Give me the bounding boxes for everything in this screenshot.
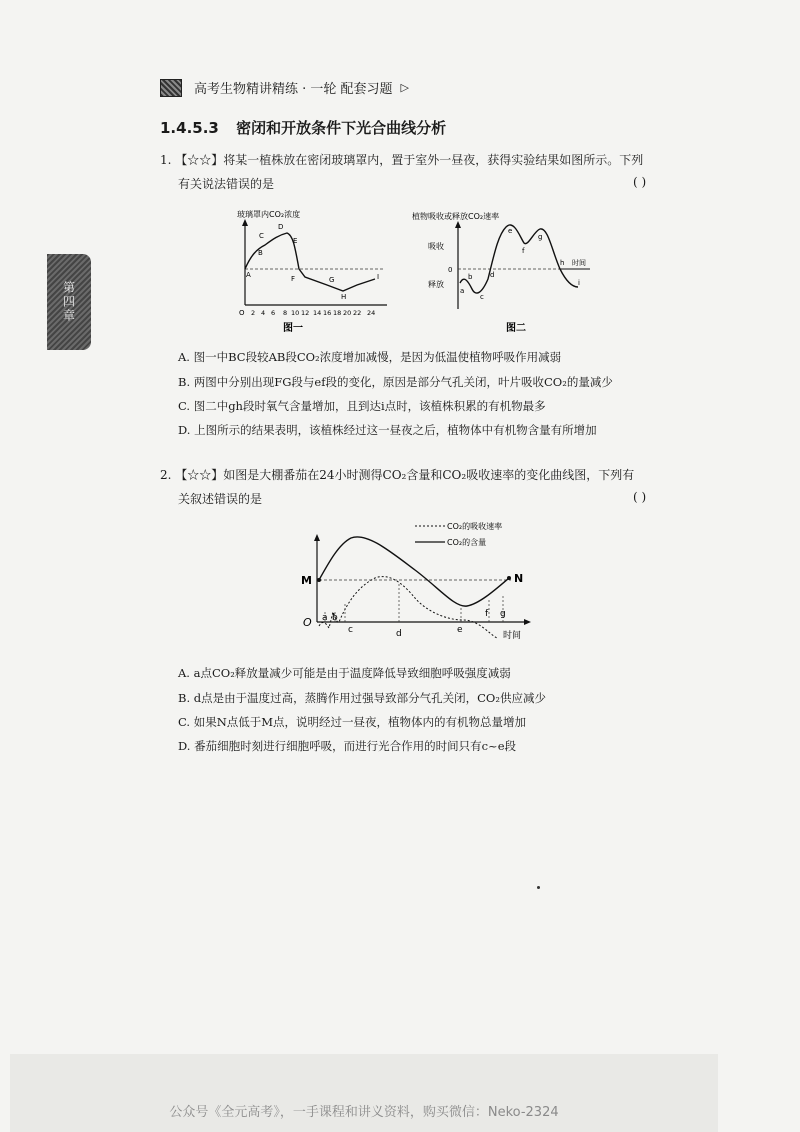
fig1-tick: 22: [353, 309, 362, 317]
fig1-point-a: A: [246, 271, 251, 279]
q2-x-arrow-icon: [524, 619, 531, 625]
fig2-point-a: a: [460, 287, 465, 295]
q2-stem-line2: 关叙述错误的是: [178, 492, 263, 506]
fig2-y-arrow-icon: [455, 221, 461, 228]
fig1-tick: 14: [313, 309, 322, 317]
fig1-origin: O: [239, 309, 245, 317]
fig1-point-g: G: [329, 276, 335, 284]
fig1-tick: 16: [323, 309, 332, 317]
q2-point-b: b: [332, 613, 338, 623]
section-title: 密闭和开放条件下光合曲线分析: [236, 119, 447, 137]
page-header: [160, 78, 409, 97]
q2-point-e: e: [457, 625, 463, 635]
fig1-tick: 24: [367, 309, 376, 317]
fig1-y-arrow-icon: [242, 219, 248, 226]
fig1-curve: [245, 233, 375, 291]
q1-option-a: A. 图一中BC段较AB段CO₂浓度增加减慢，是因为低温使植物呼吸作用减弱: [178, 350, 562, 364]
fig1-tick: 2: [251, 309, 256, 317]
q2-label-n: N: [514, 572, 524, 585]
q2-point-a: a: [322, 613, 328, 623]
q1-stem-line2: 有关说法错误的是: [178, 177, 275, 191]
fig2-release-label: 释放: [428, 280, 444, 289]
q2-option-a: A. a点CO₂释放量减少可能是由于温度降低导致细胞呼吸强度减弱: [178, 666, 511, 680]
fig1-point-c: C: [259, 232, 264, 240]
fig2-caption: 图二: [506, 323, 526, 334]
fig1-point-h: H: [341, 293, 347, 301]
q1-option-d: D. 上图所示的结果表明，该植株经过这一昼夜之后，植物体中有机物含量有所增加: [178, 423, 597, 437]
q2-option-d: D. 番茄细胞时刻进行细胞呼吸，而进行光合作用的时间只有c~e段: [178, 739, 517, 753]
q2-point-n-dot: [507, 576, 511, 580]
fig2-point-g: g: [538, 233, 543, 241]
q1-stem-line1: 1. 【☆☆】将某一植株放在密闭玻璃罩内，置于室外一昼夜，获得实验结果如图所示。下列: [160, 153, 644, 167]
q2-point-f: f: [485, 609, 489, 619]
fig2-zero: 0: [448, 266, 453, 274]
q2-label-m: M: [301, 574, 312, 587]
fig1-tick: 12: [301, 309, 310, 317]
legend-solid-label: CO₂的含量: [447, 538, 487, 547]
fig1-point-d: D: [278, 223, 284, 231]
q2-stem-line1: 2. 【☆☆】如图是大棚番茄在24小时测得CO₂含量和CO₂吸收速率的变化曲线图，下列有: [160, 468, 635, 482]
fig2-point-i: i: [578, 279, 580, 287]
fig1-ylabel: 玻璃罩内CO₂浓度: [237, 210, 301, 219]
q2-figure-chart: [295, 516, 540, 646]
q2-xlabel: 时间: [503, 631, 522, 641]
fig2-point-b: b: [468, 273, 473, 281]
q1-option-b: B. 两图中分别出现FG段与ef段的变化，原因是部分气孔关闭，叶片吸收CO₂的量减少: [178, 375, 613, 389]
figure-1-chart: [225, 205, 395, 335]
fig2-point-c: c: [480, 293, 484, 301]
q2-point-c: c: [348, 625, 353, 635]
footer-band: [10, 1054, 718, 1132]
fig1-point-e: E: [293, 237, 298, 245]
fig2-point-e: e: [508, 227, 513, 235]
q1-answer-blank: ( ): [633, 175, 647, 189]
fig2-point-f: f: [522, 247, 525, 255]
q2-point-g: g: [500, 609, 506, 619]
q2-content-curve: [319, 537, 509, 606]
fig1-tick: 18: [333, 309, 342, 317]
stray-dot: [537, 886, 540, 889]
fig1-tick: 20: [343, 309, 352, 317]
q2-rate-curve: [319, 577, 497, 638]
chapter-side-tab: [47, 254, 91, 350]
q2-y-arrow-icon: [314, 534, 320, 541]
fig1-tick: 8: [283, 309, 288, 317]
qr-code-icon: [160, 79, 182, 97]
section-heading: [160, 117, 446, 138]
chapter-tab-label: 第四章: [61, 281, 76, 323]
figure-2-chart: [410, 205, 610, 335]
fig1-caption: 图一: [283, 323, 303, 334]
fig1-point-f: F: [291, 275, 296, 283]
fig1-point-b: B: [258, 249, 263, 257]
fig1-tick: 10: [291, 309, 300, 317]
fig2-point-d: d: [490, 271, 495, 279]
q1-option-c: C. 图二中gh段时氧气含量增加，且到达i点时，该植株积累的有机物最多: [178, 399, 546, 413]
q2-option-c: C. 如果N点低于M点，说明经过一昼夜，植物体内的有机物总量增加: [178, 715, 527, 729]
fig1-point-i: I: [377, 273, 380, 281]
section-number: 1.4.5.3: [160, 119, 219, 137]
q2-point-m-dot: [317, 578, 321, 582]
q2-option-b: B. d点是由于温度过高，蒸腾作用过强导致部分气孔关闭，CO₂供应减少: [178, 691, 546, 705]
fig2-point-h: h: [560, 259, 565, 267]
q2-answer-blank: ( ): [633, 490, 647, 504]
fig1-tick: 4: [261, 309, 266, 317]
fig2-ylabel: 植物吸收或释放CO₂速率: [412, 212, 500, 221]
book-title: 高考生物精讲精练 · 一轮 配套习题: [194, 82, 393, 97]
footer-watermark-text: 公众号《全元高考》，一手课程和讲义资料，购买微信：Neko-2324: [169, 1105, 559, 1120]
legend-dotted-label: CO₂的吸收速率: [447, 522, 503, 531]
fig2-xlabel: 时间: [572, 259, 586, 267]
q2-point-d: d: [396, 629, 402, 639]
fig2-absorb-label: 吸收: [428, 242, 444, 251]
fig1-tick: 6: [271, 309, 276, 317]
q2-label-o: O: [303, 616, 312, 629]
play-arrow-icon: ▷: [400, 81, 409, 94]
